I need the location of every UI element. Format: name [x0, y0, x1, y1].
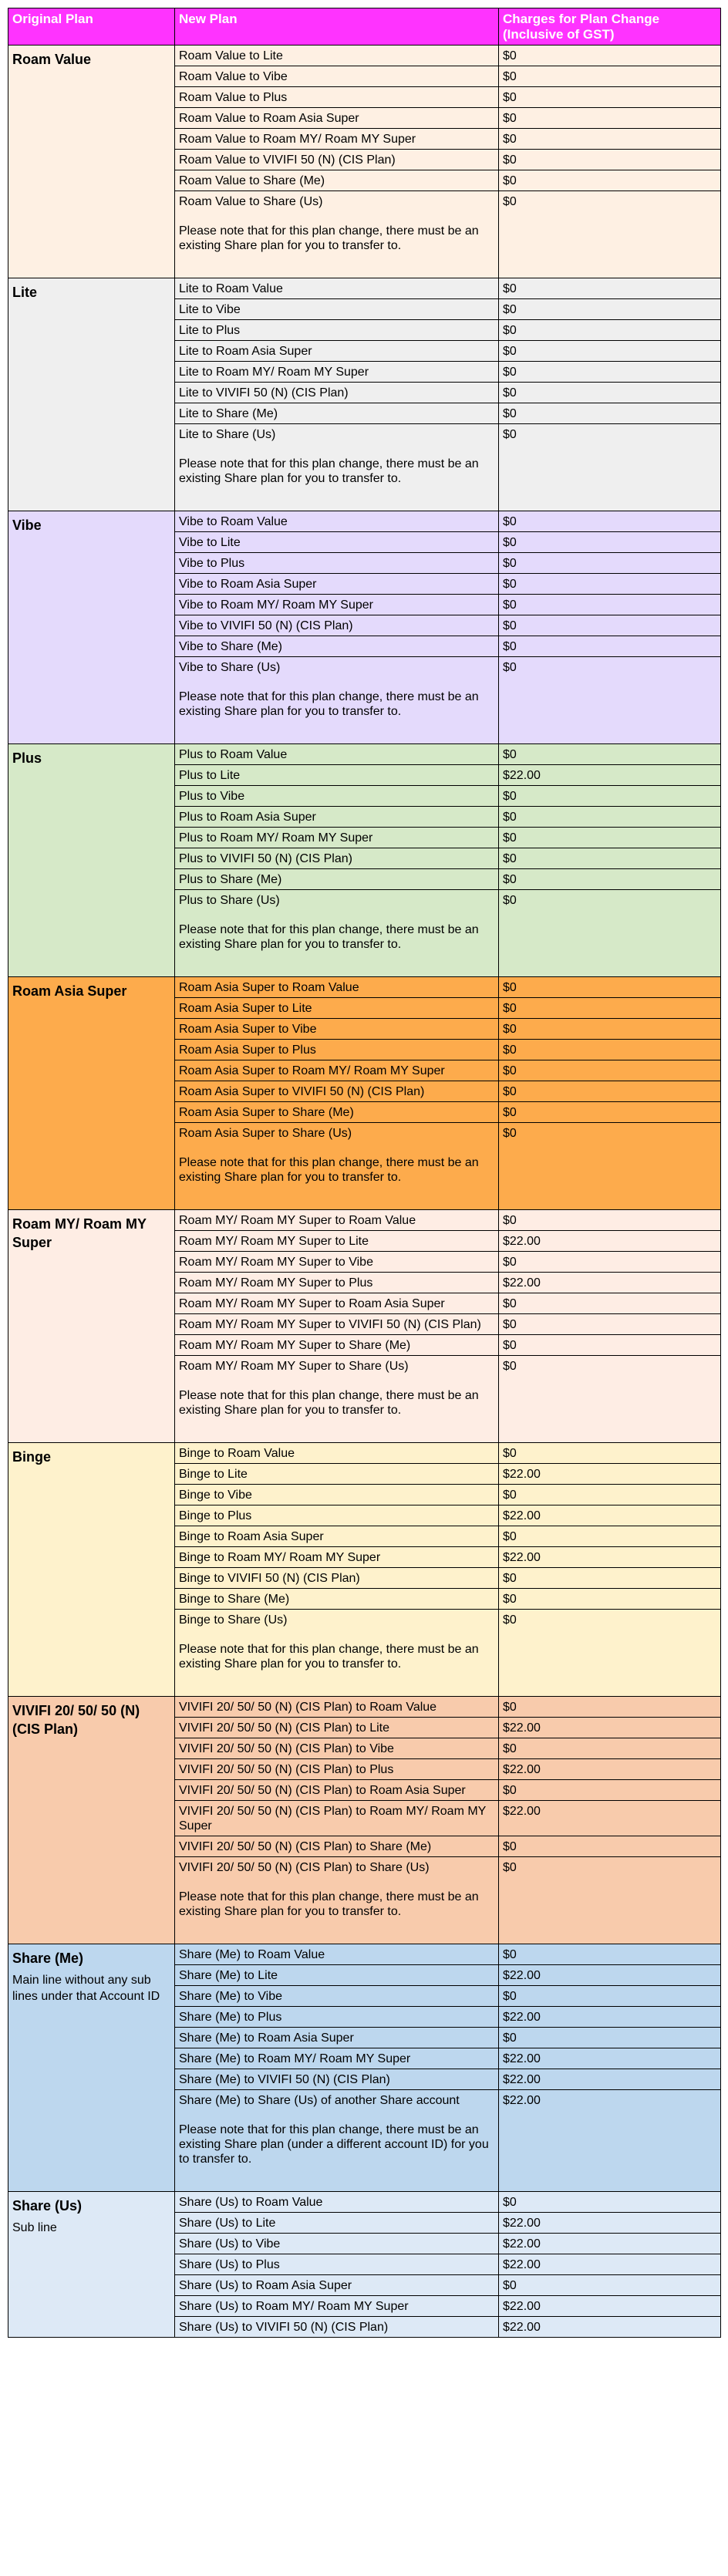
new-plan-cell [175, 828, 499, 848]
new-plan-label: Binge to Lite [179, 1468, 248, 1481]
new-plan-cell [175, 1252, 499, 1273]
header-row [8, 8, 721, 46]
new-plan-cell [175, 1965, 499, 1986]
new-plan-cell [175, 362, 499, 383]
new-plan-label: Share (Me) to Roam Value [179, 1948, 325, 1961]
charge-cell: $0 [499, 636, 721, 657]
original-plan-name: Lite [12, 285, 38, 300]
charge-cell: $0 [499, 170, 721, 191]
new-plan-cell [175, 744, 499, 765]
new-plan-label: Roam Asia Super to Lite [179, 1002, 312, 1015]
charge-cell: $0 [499, 1123, 721, 1210]
charge-cell: $0 [499, 1780, 721, 1801]
new-plan-label: Binge to Roam Asia Super [179, 1530, 324, 1543]
charge-cell: $0 [499, 890, 721, 977]
new-plan-cell [175, 2213, 499, 2234]
new-plan-cell [175, 1273, 499, 1293]
original-plan-cell [8, 1443, 175, 1697]
new-plan-cell [175, 765, 499, 786]
new-plan-label: Roam Value to Share (Us) [179, 195, 323, 208]
new-plan-cell [175, 1526, 499, 1547]
new-plan-label: Vibe to Plus [179, 557, 245, 570]
new-plan-label: Lite to Plus [179, 324, 241, 337]
new-plan-label: Share (Me) to Plus [179, 2011, 282, 2024]
new-plan-cell [175, 1759, 499, 1780]
charge-cell: $22.00 [499, 2296, 721, 2317]
charge-cell: $0 [499, 977, 721, 998]
charge-cell: $0 [499, 1697, 721, 1718]
new-plan-label: Plus to Vibe [179, 790, 245, 803]
original-plan-cell [8, 1697, 175, 1944]
new-plan-cell [175, 170, 499, 191]
new-plan-cell [175, 2028, 499, 2048]
new-plan-label: Lite to Roam Value [179, 282, 283, 295]
charge-cell: $0 [499, 998, 721, 1019]
original-plan-name: Roam MY/ Roam MY Super [12, 1216, 147, 1250]
new-plan-cell [175, 320, 499, 341]
charge-cell: $0 [499, 320, 721, 341]
new-plan-label: Vibe to Share (Us) [179, 661, 281, 674]
charge-cell: $0 [499, 362, 721, 383]
new-plan-label: Roam Value to Roam Asia Super [179, 112, 359, 125]
new-plan-cell [175, 636, 499, 657]
new-plan-label: Share (Me) to VIVIFI 50 (N) (CIS Plan) [179, 2073, 390, 2086]
new-plan-cell [175, 1335, 499, 1356]
charge-cell: $0 [499, 1738, 721, 1759]
charge-cell: $0 [499, 1293, 721, 1314]
new-plan-label: Binge to Share (Us) [179, 1613, 288, 1627]
new-plan-label: VIVIFI 20/ 50/ 50 (N) (CIS Plan) to Share (Us) [179, 1861, 430, 1874]
new-plan-label: Roam Value to VIVIFI 50 (N) (CIS Plan) [179, 153, 396, 167]
original-plan-name: Roam Value [12, 52, 92, 67]
new-plan-label: Vibe to Roam MY/ Roam MY Super [179, 598, 373, 612]
new-plan-label: Vibe to VIVIFI 50 (N) (CIS Plan) [179, 619, 353, 632]
charge-cell: $0 [499, 299, 721, 320]
new-plan-label: Roam Asia Super to Share (Us) [179, 1127, 352, 1140]
charge-cell: $0 [499, 1944, 721, 1965]
charge-cell: $0 [499, 403, 721, 424]
new-plan-label: Share (Us) to VIVIFI 50 (N) (CIS Plan) [179, 2321, 389, 2334]
new-plan-cell [175, 1443, 499, 1464]
new-plan-label: Share (Us) to Roam MY/ Roam MY Super [179, 2300, 409, 2313]
new-plan-label: Plus to VIVIFI 50 (N) (CIS Plan) [179, 852, 352, 865]
new-plan-cell [175, 615, 499, 636]
new-plan-cell [175, 998, 499, 1019]
charge-cell: $0 [499, 424, 721, 511]
charge-cell: $0 [499, 1252, 721, 1273]
new-plan-cell [175, 278, 499, 299]
new-plan-label: Binge to Share (Me) [179, 1593, 290, 1606]
new-plan-label: Lite to Vibe [179, 303, 241, 316]
new-plan-label: Share (Me) to Lite [179, 1969, 278, 1982]
new-plan-cell [175, 807, 499, 828]
new-plan-label: Plus to Roam Asia Super [179, 811, 316, 824]
new-plan-label: Roam MY/ Roam MY Super to Lite [179, 1235, 369, 1248]
new-plan-label: Roam Asia Super to Roam Value [179, 981, 359, 994]
charge-cell: $22.00 [499, 1718, 721, 1738]
charge-cell: $0 [499, 66, 721, 87]
new-plan-label: Roam MY/ Roam MY Super to Plus [179, 1276, 373, 1290]
original-plan-subtitle: Main line without any sub lines under that Account ID [12, 1974, 160, 2003]
charge-cell: $22.00 [499, 1505, 721, 1526]
original-plan-name: Plus [12, 750, 42, 766]
charge-cell: $0 [499, 595, 721, 615]
new-plan-label: Plus to Roam MY/ Roam MY Super [179, 831, 373, 845]
new-plan-label: VIVIFI 20/ 50/ 50 (N) (CIS Plan) to Roam Value [179, 1701, 437, 1714]
new-plan-cell [175, 890, 499, 977]
new-plan-cell [175, 1568, 499, 1589]
charge-cell: $0 [499, 2028, 721, 2048]
transfer-note: Please note that for this plan change, there must be an existing Share plan for you to transfer to. [179, 690, 479, 718]
new-plan-cell [175, 2254, 499, 2275]
charge-cell: $0 [499, 1356, 721, 1443]
new-plan-cell [175, 2317, 499, 2338]
new-plan-cell [175, 1944, 499, 1965]
new-plan-label: VIVIFI 20/ 50/ 50 (N) (CIS Plan) to Vibe [179, 1742, 394, 1755]
charge-cell: $0 [499, 1314, 721, 1335]
transfer-note: Please note that for this plan change, there must be an existing Share plan for you to transfer to. [179, 1643, 479, 1671]
charge-cell: $22.00 [499, 1464, 721, 1485]
new-plan-cell [175, 191, 499, 278]
new-plan-cell [175, 2090, 499, 2192]
charge-cell: $22.00 [499, 2007, 721, 2028]
transfer-note: Please note that for this plan change, there must be an existing Share plan for you to transfer to. [179, 1156, 479, 1184]
charge-cell: $0 [499, 511, 721, 532]
charge-cell: $0 [499, 191, 721, 278]
new-plan-cell [175, 383, 499, 403]
new-plan-cell [175, 46, 499, 66]
new-plan-label: VIVIFI 20/ 50/ 50 (N) (CIS Plan) to Plus [179, 1763, 394, 1776]
charge-cell: $0 [499, 848, 721, 869]
new-plan-cell [175, 87, 499, 108]
new-plan-cell [175, 1697, 499, 1718]
new-plan-label: Roam MY/ Roam MY Super to Vibe [179, 1256, 373, 1269]
new-plan-cell [175, 977, 499, 998]
new-plan-cell [175, 2048, 499, 2069]
charge-cell: $0 [499, 1568, 721, 1589]
table-row [8, 977, 721, 998]
transfer-note: Please note that for this plan change, there must be an existing Share plan for you to transfer to. [179, 1890, 479, 1918]
new-plan-cell [175, 2296, 499, 2317]
original-plan-cell [8, 2192, 175, 2338]
new-plan-label: Share (Us) to Roam Value [179, 2196, 323, 2209]
charge-cell: $0 [499, 615, 721, 636]
charge-cell: $22.00 [499, 2213, 721, 2234]
charge-cell: $0 [499, 1836, 721, 1857]
new-plan-label: Roam Value to Share (Me) [179, 174, 325, 187]
transfer-note: Please note that for this plan change, there must be an existing Share plan for you to transfer to. [179, 923, 479, 951]
new-plan-cell [175, 1123, 499, 1210]
new-plan-cell [175, 1836, 499, 1857]
new-plan-cell [175, 424, 499, 511]
new-plan-cell [175, 403, 499, 424]
new-plan-label: VIVIFI 20/ 50/ 50 (N) (CIS Plan) to Roam Asia Super [179, 1784, 466, 1797]
new-plan-label: Vibe to Share (Me) [179, 640, 282, 653]
new-plan-cell [175, 869, 499, 890]
new-plan-cell [175, 108, 499, 129]
new-plan-label: Binge to Roam MY/ Roam MY Super [179, 1551, 381, 1564]
new-plan-label: Roam Value to Plus [179, 91, 288, 104]
original-plan-subtitle: Sub line [12, 2221, 57, 2234]
transfer-note: Please note that for this plan change, there must be an existing Share plan for you to transfer to. [179, 224, 479, 252]
charge-cell: $0 [499, 869, 721, 890]
new-plan-cell [175, 1040, 499, 1060]
new-plan-cell [175, 1081, 499, 1102]
new-plan-cell [175, 66, 499, 87]
new-plan-label: Roam MY/ Roam MY Super to Share (Me) [179, 1339, 411, 1352]
new-plan-cell [175, 1485, 499, 1505]
new-plan-label: Share (Me) to Share (Us) of another Share account [179, 2094, 460, 2107]
new-plan-label: Lite to Roam Asia Super [179, 345, 312, 358]
new-plan-label: Lite to Roam MY/ Roam MY Super [179, 366, 369, 379]
new-plan-label: Roam Asia Super to VIVIFI 50 (N) (CIS Plan) [179, 1085, 425, 1098]
new-plan-label: Share (Us) to Roam Asia Super [179, 2279, 352, 2292]
new-plan-cell [175, 129, 499, 150]
charge-cell: $0 [499, 1589, 721, 1610]
new-plan-cell [175, 1102, 499, 1123]
charge-cell: $0 [499, 1610, 721, 1697]
new-plan-cell [175, 1610, 499, 1697]
new-plan-cell [175, 341, 499, 362]
charge-cell: $0 [499, 1526, 721, 1547]
new-plan-label: Plus to Lite [179, 769, 241, 782]
new-plan-label: Vibe to Roam Asia Super [179, 578, 317, 591]
table-row [8, 1443, 721, 1464]
new-plan-cell [175, 299, 499, 320]
original-plan-name: Binge [12, 1449, 52, 1465]
new-plan-cell [175, 1801, 499, 1836]
charge-cell: $0 [499, 532, 721, 553]
table-row [8, 1697, 721, 1718]
charge-cell: $0 [499, 341, 721, 362]
table-row [8, 1944, 721, 1965]
table-row [8, 2192, 721, 2213]
new-plan-label: Lite to Share (Me) [179, 407, 278, 420]
charge-cell: $0 [499, 1081, 721, 1102]
charge-cell: $22.00 [499, 2090, 721, 2192]
new-plan-label: Vibe to Roam Value [179, 515, 288, 528]
charge-cell: $0 [499, 46, 721, 66]
new-plan-cell [175, 2007, 499, 2028]
new-plan-label: Lite to VIVIFI 50 (N) (CIS Plan) [179, 386, 349, 400]
new-plan-cell [175, 1314, 499, 1335]
new-plan-cell [175, 1293, 499, 1314]
new-plan-label: Binge to Vibe [179, 1489, 252, 1502]
new-plan-cell [175, 2234, 499, 2254]
original-plan-name: Vibe [12, 518, 42, 533]
original-plan-name: Share (Me) [12, 1951, 84, 1966]
new-plan-label: Roam Value to Vibe [179, 70, 288, 83]
charge-cell: $0 [499, 383, 721, 403]
new-plan-label: Roam Asia Super to Roam MY/ Roam MY Super [179, 1064, 445, 1077]
charge-cell: $0 [499, 553, 721, 574]
charge-cell: $22.00 [499, 2069, 721, 2090]
new-plan-cell [175, 1589, 499, 1610]
new-plan-label: Roam MY/ Roam MY Super to Share (Us) [179, 1360, 409, 1373]
new-plan-cell [175, 1738, 499, 1759]
new-plan-cell [175, 1356, 499, 1443]
new-plan-label: Share (Me) to Roam MY/ Roam MY Super [179, 2052, 411, 2065]
new-plan-cell [175, 1547, 499, 1568]
table-row [8, 278, 721, 299]
new-plan-cell [175, 2069, 499, 2090]
charge-cell: $0 [499, 1443, 721, 1464]
charge-cell: $0 [499, 1210, 721, 1231]
charge-cell: $0 [499, 2192, 721, 2213]
original-plan-name: VIVIFI 20/ 50/ 50 (N) (CIS Plan) [12, 1703, 140, 1737]
charge-cell: $22.00 [499, 765, 721, 786]
new-plan-label: Plus to Share (Me) [179, 873, 282, 886]
transfer-note: Please note that for this plan change, there must be an existing Share plan for you to transfer to. [179, 1389, 479, 1417]
charge-cell: $0 [499, 807, 721, 828]
charge-cell: $0 [499, 150, 721, 170]
charge-cell: $0 [499, 278, 721, 299]
original-plan-cell [8, 511, 175, 744]
charge-cell: $0 [499, 574, 721, 595]
original-plan-name: Roam Asia Super [12, 983, 127, 999]
transfer-note: Please note that for this plan change, there must be an existing Share plan for you to transfer to. [179, 457, 479, 485]
original-plan-name: Share (Us) [12, 2198, 83, 2214]
table-row [8, 46, 721, 66]
charge-cell: $0 [499, 108, 721, 129]
new-plan-label: VIVIFI 20/ 50/ 50 (N) (CIS Plan) to Roam MY/ Roam MY Super [179, 1805, 487, 1833]
charge-cell: $0 [499, 1335, 721, 1356]
new-plan-label: Roam MY/ Roam MY Super to Roam Value [179, 1214, 416, 1227]
charge-cell: $22.00 [499, 2048, 721, 2069]
new-plan-label: Roam MY/ Roam MY Super to Roam Asia Super [179, 1297, 445, 1310]
new-plan-cell [175, 1780, 499, 1801]
new-plan-label: Binge to Roam Value [179, 1447, 295, 1460]
charge-cell: $0 [499, 1060, 721, 1081]
new-plan-cell [175, 1505, 499, 1526]
new-plan-label: VIVIFI 20/ 50/ 50 (N) (CIS Plan) to Lite [179, 1721, 389, 1735]
new-plan-cell [175, 1464, 499, 1485]
charge-cell: $0 [499, 129, 721, 150]
charge-cell: $0 [499, 2275, 721, 2296]
new-plan-label: Plus to Share (Us) [179, 894, 280, 907]
charge-cell: $0 [499, 828, 721, 848]
new-plan-label: Share (Us) to Plus [179, 2258, 280, 2271]
new-plan-label: Share (Us) to Vibe [179, 2237, 281, 2251]
new-plan-label: Binge to VIVIFI 50 (N) (CIS Plan) [179, 1572, 360, 1585]
new-plan-label: VIVIFI 20/ 50/ 50 (N) (CIS Plan) to Share (Me) [179, 1840, 432, 1853]
new-plan-cell [175, 150, 499, 170]
header-new-plan: New Plan [175, 8, 499, 46]
table-row [8, 511, 721, 532]
new-plan-cell [175, 2192, 499, 2213]
charge-cell: $0 [499, 657, 721, 744]
new-plan-cell [175, 786, 499, 807]
charge-cell: $22.00 [499, 1547, 721, 1568]
original-plan-cell [8, 977, 175, 1210]
new-plan-cell [175, 1060, 499, 1081]
original-plan-cell [8, 1210, 175, 1443]
charge-cell: $22.00 [499, 1231, 721, 1252]
new-plan-label: Share (Us) to Lite [179, 2217, 276, 2230]
new-plan-label: Lite to Share (Us) [179, 428, 276, 441]
new-plan-cell [175, 1857, 499, 1944]
new-plan-label: Roam Asia Super to Plus [179, 1044, 316, 1057]
new-plan-cell [175, 553, 499, 574]
charge-cell: $22.00 [499, 1965, 721, 1986]
charge-cell: $22.00 [499, 1273, 721, 1293]
charge-cell: $22.00 [499, 1759, 721, 1780]
header-original-plan: Original Plan [8, 8, 175, 46]
charge-cell: $0 [499, 786, 721, 807]
new-plan-cell [175, 511, 499, 532]
charge-cell: $0 [499, 1857, 721, 1944]
transfer-note: Please note that for this plan change, there must be an existing Share plan (under a different account ID) for you to transfer to. [179, 2123, 489, 2166]
new-plan-cell [175, 595, 499, 615]
table-row [8, 744, 721, 765]
header-charges: Charges for Plan Change (Inclusive of GST) [499, 8, 721, 46]
new-plan-label: Binge to Plus [179, 1509, 252, 1522]
new-plan-cell [175, 657, 499, 744]
charge-cell: $0 [499, 1986, 721, 2007]
charge-cell: $0 [499, 87, 721, 108]
original-plan-cell [8, 46, 175, 278]
new-plan-cell [175, 1718, 499, 1738]
original-plan-cell [8, 1944, 175, 2192]
charge-cell: $0 [499, 1040, 721, 1060]
new-plan-label: Roam Value to Lite [179, 49, 283, 62]
charge-cell: $22.00 [499, 2254, 721, 2275]
charge-cell: $0 [499, 744, 721, 765]
charge-cell: $0 [499, 1019, 721, 1040]
new-plan-label: Vibe to Lite [179, 536, 241, 549]
new-plan-cell [175, 848, 499, 869]
charge-cell: $22.00 [499, 1801, 721, 1836]
new-plan-cell [175, 1210, 499, 1231]
original-plan-cell [8, 278, 175, 511]
new-plan-label: Share (Me) to Roam Asia Super [179, 2031, 354, 2045]
new-plan-cell [175, 532, 499, 553]
new-plan-label: Roam Asia Super to Share (Me) [179, 1106, 354, 1119]
new-plan-cell [175, 1986, 499, 2007]
charge-cell: $22.00 [499, 2234, 721, 2254]
new-plan-cell [175, 1231, 499, 1252]
new-plan-cell [175, 1019, 499, 1040]
charge-cell: $0 [499, 1102, 721, 1123]
plan-change-charges-table [8, 8, 721, 2338]
new-plan-label: Plus to Roam Value [179, 748, 288, 761]
charge-cell: $0 [499, 1485, 721, 1505]
new-plan-cell [175, 574, 499, 595]
new-plan-cell [175, 2275, 499, 2296]
original-plan-cell [8, 744, 175, 977]
new-plan-label: Roam Asia Super to Vibe [179, 1023, 317, 1036]
new-plan-label: Roam MY/ Roam MY Super to VIVIFI 50 (N) (CIS Plan) [179, 1318, 481, 1331]
charge-cell: $22.00 [499, 2317, 721, 2338]
table-row [8, 1210, 721, 1231]
new-plan-label: Roam Value to Roam MY/ Roam MY Super [179, 133, 416, 146]
new-plan-label: Share (Me) to Vibe [179, 1990, 282, 2003]
